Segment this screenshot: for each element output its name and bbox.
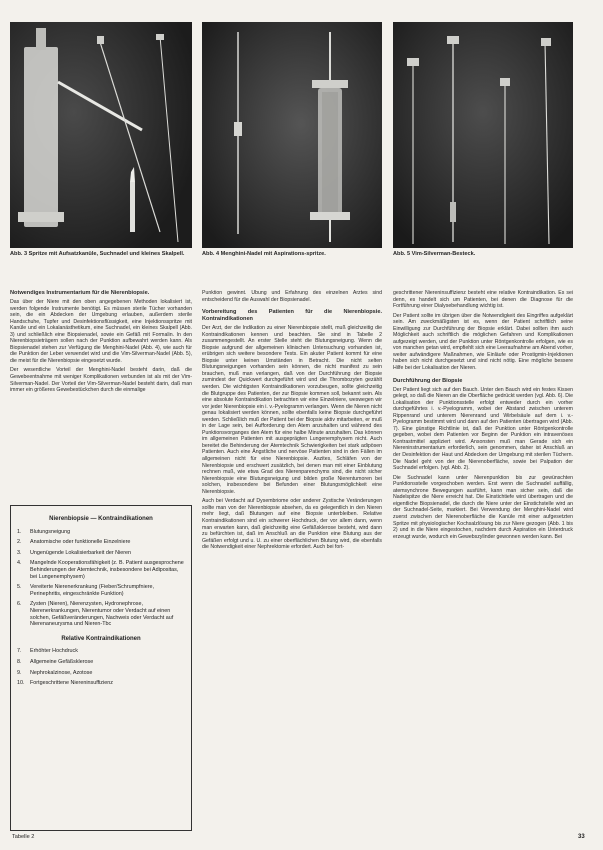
column-1-paragraph: Der wesentliche Vorteil der Menghini-Nadel besteht darin, daß die Gewebeentnahme mit weniger Komplikationen verbunden ist als mit der Vim-Silverman-Nadel. Der Vorteil der Vim-Silverman-Nadel besteht darin, daß man immer ein größeres Gewebestückchen durch die einmalige [10, 367, 192, 394]
list-item: 3. Ungenügende Lokalisierbarkeit der Nieren [17, 549, 131, 556]
figure-4-caption: Abb. 4 Menghini-Nadel mit Aspirations-spritze. [202, 251, 326, 257]
column-3 [393, 290, 573, 830]
column-1 [10, 290, 192, 500]
list-item: 6. Zysten (Nieren), Nierenzysten, Hydronephrose, Nierenerkrankungen, Nierentumor oder Verdacht auf einen solchen, Gefäßveränderungen, Nachweis oder Verdacht auf Nierenaneurysma und Nieren-Tbc [17, 601, 174, 628]
column-2-paragraph: Der Arzt, der die Indikation zu einer Nierenbiopsie stellt, muß gleichzeitig die Kontraindikationen kennen und beachten. Sie sind in Tabelle 2 zusammengestellt. An erster Stelle steht die Blutungsneigung. Wenn die Biopsie aufgrund der allgemeinen klinischen Untersuchung vorhanden ist, erübrigen sich weitere besondere Tests. Ein akuter Patient kommt für eine Biopsie unter keinen Umständen in Betracht. Die nicht selten Blutungsneigungen vorhanden sein können, die nicht manifest zu sein brauchen, muß man verlangen, daß von der Durchführung der Biopsie zumindest der Quickwert durchgeführt wird und die Thrombozyten gezählt werden. Die wichtigsten Kontraindikationen vorzubeugen, sollte gleichzeitig die Blutgruppe des Patienten, der zur Biopsie kommen soll, bekannt sein. Als eine absolute Kontraindikation betrachten wir eine Einzelniere, weswegen wir vor jeder Nierenbiopsie ein i. v.-Pyelogramm verlangen. Wenn die Nieren nicht genau lokalisiert werden können, sollte ebenfalls keine Biopsie durchgeführt werden. Schließlich muß der Patient bei der Biopsie aktiv mitarbeiten, er muß in der Lage sein, bei Aufforderung den Atem anzuhalten und während des Punktionsvorganges den Atem für eine halbe Minute anzuhalten. Das können im allgemeinen Patienten mit ausgeprägten Lungenemphysem nicht. Auch bereitet die Behinderung der Atemtechnik Schwierigkeiten bei stark adipösen Patienten. Auch eine Ängstliche und nervöse Patienten sind in den Fällen im allgemeinen nicht für eine Nierenbiopsie. Aszites, Schläfen von der Nierenbiopsie und erschwert zusätzlich, bei denen man mit einer Einblutung rechnen muß, wie etwa Grad des Nierenparenchyms sind, die nicht sicher Nierenbiopsie eine Blutungsneigung und bilden große Nierentumoren bei solchen, insbesondere bei Befunden einer Blutungsmöglichkeit eine Nierenbiopsie. [202, 325, 382, 495]
list-item: 8. Allgemeine Gefäßsklerose [17, 658, 94, 665]
list-item: 2. Anatomische oder funktionelle Einzelniere [17, 539, 131, 546]
relative-contraindications-title: Relative Kontraindikationen [61, 635, 141, 642]
page-number: 33 [578, 834, 585, 840]
table-label: Tabelle 2 [12, 834, 35, 840]
column-3-paragraph: geschrittener Niereninsuffizienz besteht eine relative Kontraindikation. Es sei denn, es handelt sich um Patienten, bei denen die Diagnose für die Fortführung einer Dialysebehandlung wichtig ist. [393, 290, 573, 310]
figure-3-photo [10, 22, 192, 248]
absolute-contraindications-list [17, 529, 185, 628]
column-3-paragraph: Der Patient liegt sich auf den Bauch. Unter den Bauch wird ein festes Kissen gelegt, so daß die Nieren an die Oberfläche gedrückt werden (vgl. Abb. 6). Die Lokalisation der Punktionsstelle erfolgt entweder durch ein vorher durchgeführtes i. v.-Pyelogramm, wobei der Abstand zwischen unterem Rippenrand und unterem Nierenrand und Wirbelsäule auf dem i. v.-Pyelogramm bestimmt wird und dann auf den Patienten übertragen wird (Abb. 7). Eine günstige Richtlinie ist, daß der Punktion unter Röntgenkontrolle gegeben, wobei dem Patienten vor Beginn der Punktion ein intravenöses Kontrastmittel appliziert wird. Ansonsten muß man Gerade sich ein Niereninstrumentarium erforderlich, sein genommen, daher ist Anschluß an der Desinfektion der Haut und Abdecken der Umgebung mit sterilen Tüchern. Die Nadel geht von der die Nierenoberfläche, sowie bei Palpation der Suchnadel erfolgen. (vgl. Abb. 2). [393, 386, 573, 472]
list-item: 7. Erhöhter Hochdruck [17, 648, 78, 655]
list-item: 10. Fortgeschrittene Niereninsuffizienz [17, 680, 113, 687]
column-1-paragraph: Das über der Niere mit den oben angegebenen Methoden lokalisiert ist, werden folgende Instrumente benötigt. Es müssen sterile Tücher vorhanden sein, die ein Abdecken der Umgebung erlauben, außerdem sterile Handschuhe, Tupfer und Desinfektionsflüssigkeit, eine Injektionsspritze mit Kanüle und ein Lokalanästhetikum, eine Suchnadel, ein kleines Skalpell (Abb. 3) und schließlich eine Biopsienadel, sowie ein Gefäß mit Formalin. In den Nierenbiopsieträgern sollen nach der Punktion aufbewahrt werden kann. Als Biopsienadel stehen zur Verfügung die Menghini-Nadel (Abb. 4), wie auch für die Punktion der Leber verwendet wird und die Vim-Silverman-Nadel (Abb. 5), die meist für die Nierenbiopsie eingesetzt wurde. [10, 299, 192, 364]
figure-3-caption: Abb. 3 Spritze mit Aufsatzkanüle, Suchnadel und kleines Skalpell. [10, 251, 185, 257]
table-title: Nierenbiopsie — Kontraindikationen [49, 516, 153, 522]
figure-5-photo [393, 22, 573, 248]
column-3-heading: Durchführung der Biopsie [393, 377, 463, 384]
column-3-paragraph: Die Suchnadel kann unter Nierenpunktion bis zur gewünschten Punktionsstelle vorgeschoben werden. Erst wenn die Suchnadel auffällig, atemsynchrone Bewegungen ausführt, kann man sicher sein, daß die Nadelspitze die Niere erreicht hat. Die Einstichtiefe wird übertragen und die eigentliche Biopsienadel, die durch die Niere unter der Einstichstelle wird an der Suchnadel-Seite, markiert. Bei Verwendung der Menghini-Nadel wird zuerst zwischen der Nierenoberfläche die Kanüle mit einer aufgesetzten Spritze mit physiologischer Kochsalzlösung bis zur Niere gezogen (Abb. 1 bis 2) und in die Niere eingestochen, nachdem durch Aspiration ein Unterdruck erzeugt wurde, wodurch ein Gewebszylinder gewonnen werden kann. Bei [393, 474, 573, 540]
list-item: 9. Nephrokalzinose, Azotose [17, 669, 93, 676]
column-2-heading: Vorbereitung des Patienten für die Nierenbiopsie. Kontraindikationen [202, 309, 382, 323]
column-1-heading: Notwendiges Instrumentarium für die Nierenbiopsie. [10, 290, 150, 296]
list-item: 5. Vereiterte Nierenerkrankung (Fieber/Schrumpfniere, Perinephritis, eingeschränkte Funktion) [17, 584, 155, 597]
column-2 [202, 290, 382, 830]
list-item: 1. Blutungsneigung [17, 528, 71, 535]
figure-4-photo [202, 22, 382, 248]
column-3-paragraph: Der Patient sollte im übrigen über die Notwendigkeit des Eingriffes aufgeklärt sein. Am zweckmäßigsten ist es, wenn der Patient schriftlich seine Einwilligung zur Durchführung der Biopsie erklärt. Dabei sollten ihm auch Möglichkeit auch schriftlich die möglichen Gefahren und Komplikationen aufgezeigt werden, und der Punktion unter Röntgenkontrolle erfolgen, wie es von manchen getan wird, empfiehlt sich eine Leeraufnahme am Abend vorher, weiter aufwändigere Maßnahmen, wie Einläufe oder Prostigmin-Injektionen haben sich nicht durchgesetzt und sind nicht nötig. Eine mögliche bessere Hilfe bei der Lokalisation der Nieren. [393, 312, 573, 372]
contraindications-table [10, 505, 192, 831]
figure-5-caption: Abb. 5 Vim-Silverman-Besteck. [393, 251, 476, 257]
relative-contraindications-list [17, 648, 185, 686]
column-2-intro: Punktion gewinnt. Übung und Erfahrung des einzelnen Arztes sind entscheidend für die Auswahl der Biopsienadel. [202, 290, 382, 303]
column-2-paragraph: Auch bei Verdacht auf Dysembriome oder anderer Zystische Veränderungen sollte man von der Nierenbiopsie absehen, da es gelegentlich in den Nieren mehr liegt, daß Blutungen auf eine Biopsie unterbleiben. Relative Kontraindikationen sind ein schwerer Hochdruck, der vor allem dann, wenn man erwarten kann, daß gleichzeitig eine Gefäßsklerose besteht, wird dann zu befürchten ist, daß im Anschluß an die Punktion eine Blutung aus der Gefäßen erfolgt und u. U. zu einer oberflächlichen Blutung wird, die ebenfalls die Notwendigkeit einer Nephrektomie erfordert. Auch bei fort- [202, 498, 382, 551]
list-item: 4. Mangelnde Kooperationsfähigkeit (z. B. Patient ausgesprochene Behinderungen der Atemtechnik, insbesondere bei Adipositas, bei Lungenemphysem) [17, 560, 184, 580]
